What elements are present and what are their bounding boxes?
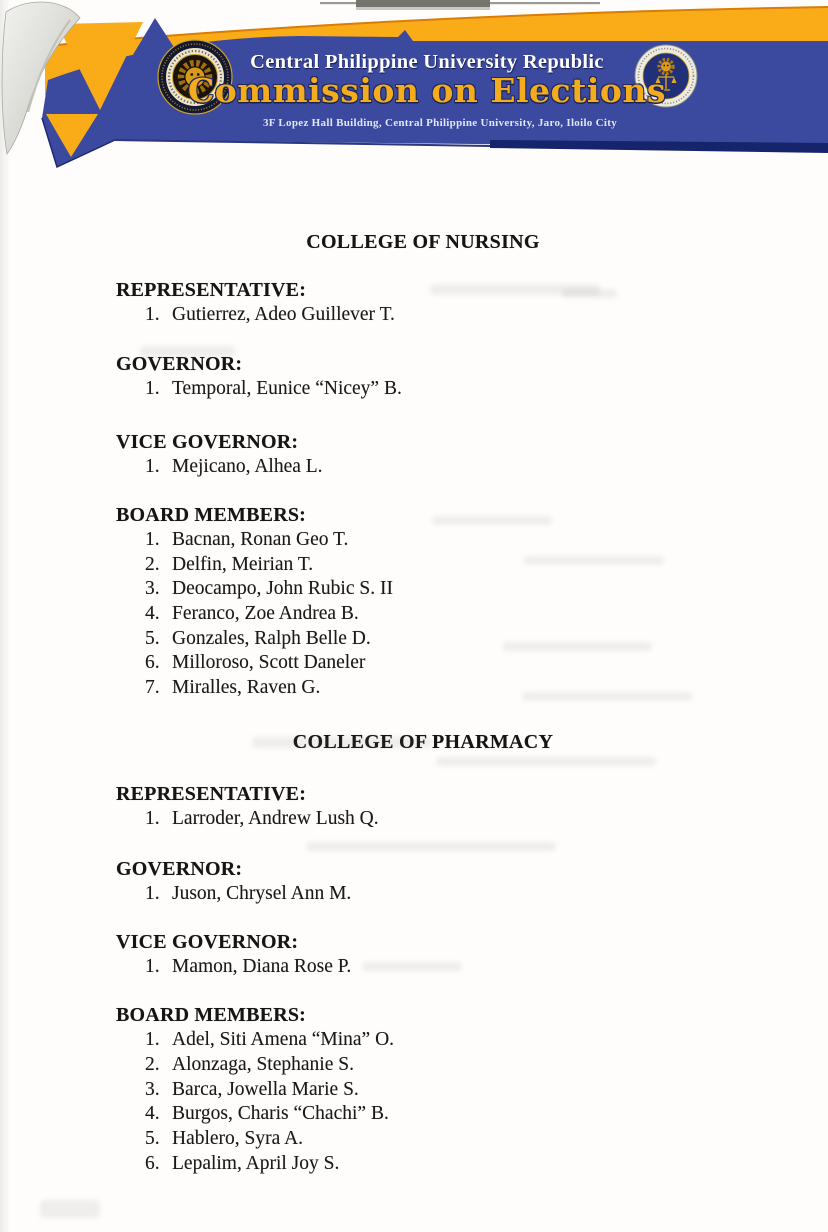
banner-title: Commission on Elections (188, 71, 666, 110)
candidate-item (145, 529, 393, 554)
candidate-name: Temporal, Eunice “Nicey” B. (172, 378, 402, 399)
candidate-item (145, 956, 351, 981)
candidate-number: 1. (145, 1029, 160, 1050)
candidate-item (145, 1054, 394, 1079)
scan-artifact (306, 842, 556, 851)
scan-artifact (362, 962, 462, 971)
position-heading: REPRESENTATIVE: (116, 279, 307, 301)
candidate-item (145, 456, 323, 481)
candidate-number: 5. (145, 627, 160, 649)
candidate-item (145, 603, 393, 628)
candidate-item (145, 1029, 394, 1054)
position-heading: VICE GOVERNOR: (116, 931, 299, 953)
candidate-name: Mamon, Diana Rose P. (172, 956, 352, 977)
college-title: COLLEGE OF NURSING (306, 231, 540, 253)
scan-artifact (524, 556, 664, 565)
candidate-name: Delfin, Meirian T. (172, 553, 314, 575)
candidate-number: 1. (145, 808, 160, 829)
candidate-name: Burgos, Charis “Chachi” B. (172, 1103, 389, 1125)
candidate-number: 3. (145, 578, 160, 600)
candidate-list-group (145, 456, 323, 481)
candidate-name: Gonzales, Ralph Belle D. (172, 627, 371, 649)
candidate-list-group (145, 956, 351, 981)
candidate-list-group (145, 808, 379, 833)
candidate-number: 1. (145, 456, 160, 477)
candidate-name: Lepalim, April Joy S. (172, 1152, 340, 1174)
candidate-item (145, 1153, 394, 1178)
candidate-number: 3. (145, 1078, 160, 1100)
candidate-item (145, 1079, 394, 1104)
candidate-name: Feranco, Zoe Andrea B. (172, 603, 359, 625)
candidate-name: Juson, Chrysel Ann M. (172, 883, 352, 904)
candidate-list-group (145, 529, 393, 702)
candidate-name: Alonzaga, Stephanie S. (172, 1053, 354, 1075)
scan-artifact (502, 642, 652, 651)
candidate-number: 4. (145, 603, 160, 625)
candidate-item (145, 304, 395, 329)
candidate-number: 1. (145, 304, 160, 325)
scan-artifact (40, 1200, 100, 1218)
candidate-number: 2. (145, 1053, 160, 1075)
candidate-name: Bacnan, Ronan Geo T. (172, 529, 349, 550)
candidate-name: Miralles, Raven G. (172, 677, 321, 699)
position-heading: BOARD MEMBERS: (116, 504, 307, 526)
candidate-list-group (145, 883, 351, 908)
candidate-number: 6. (145, 1152, 160, 1174)
candidate-number: 2. (145, 553, 160, 575)
candidate-number: 1. (145, 883, 160, 904)
candidate-name: Deocampo, John Rubic S. II (172, 578, 393, 600)
college-title: COLLEGE OF PHARMACY (292, 731, 554, 753)
candidate-item (145, 578, 393, 603)
candidate-name: Larroder, Andrew Lush Q. (172, 808, 379, 829)
position-heading: REPRESENTATIVE: (116, 783, 307, 805)
candidate-number: 4. (145, 1103, 160, 1125)
scan-artifact (562, 289, 617, 298)
candidate-list-group (145, 1029, 394, 1178)
candidate-item (145, 652, 393, 677)
candidate-number: 1. (145, 956, 160, 977)
scan-edge-bar (320, 0, 600, 10)
candidate-number: 1. (145, 378, 160, 399)
candidate-item (145, 1128, 394, 1153)
position-heading: GOVERNOR: (116, 858, 243, 880)
candidate-item (145, 1103, 394, 1128)
candidate-item (145, 378, 402, 403)
scan-artifact (436, 757, 656, 766)
candidate-name: Barca, Jowella Marie S. (172, 1078, 359, 1100)
candidate-item (145, 677, 393, 702)
candidate-item (145, 554, 393, 579)
scan-artifact (430, 284, 600, 295)
candidate-list-group (145, 304, 395, 329)
candidate-item (145, 883, 351, 908)
banner-address: 3F Lopez Hall Building, Central Philippine University, Jaro, Iloilo City (262, 117, 618, 129)
position-heading: VICE GOVERNOR: (116, 431, 299, 453)
candidate-name: Mejicano, Alhea L. (172, 456, 323, 477)
candidate-item (145, 808, 379, 833)
candidate-name: Hablero, Syra A. (172, 1128, 304, 1150)
candidate-list-group (145, 378, 402, 403)
candidate-item (145, 628, 393, 653)
position-heading: GOVERNOR: (116, 353, 243, 375)
candidate-name: Adel, Siti Amena “Mina” O. (172, 1029, 395, 1050)
candidate-number: 5. (145, 1128, 160, 1150)
candidate-number: 7. (145, 677, 160, 699)
candidate-number: 1. (145, 529, 160, 550)
candidate-name: Gutierrez, Adeo Guillever T. (172, 304, 395, 325)
candidate-name: Milloroso, Scott Daneler (172, 652, 366, 674)
org-name-line: Central Philippine University Republic (250, 51, 604, 73)
scan-artifact (522, 692, 692, 701)
position-heading: BOARD MEMBERS: (116, 1004, 307, 1026)
scan-artifact (432, 516, 552, 525)
candidate-number: 6. (145, 652, 160, 674)
